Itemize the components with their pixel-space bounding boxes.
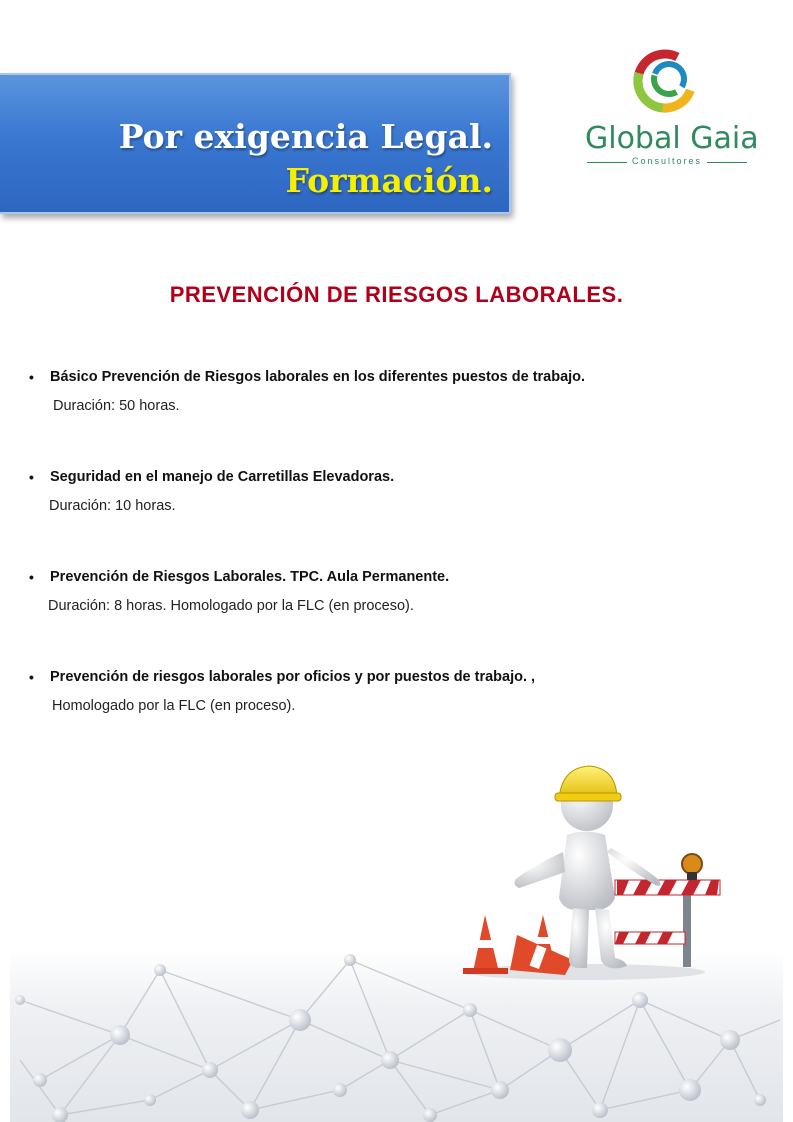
course-title-text: Prevención de Riesgos Laborales. TPC. Aula Permanente.	[50, 569, 450, 585]
course-detail: Duración: 10 horas.	[49, 498, 176, 514]
logo-rings-icon	[629, 45, 701, 117]
logo-divider-left	[587, 162, 627, 163]
logo-brand-text: Global Gaia	[585, 121, 759, 156]
section-heading: PREVENCIÓN DE RIESGOS LABORALES.	[169, 282, 624, 307]
bullet-icon: •	[29, 369, 34, 385]
course-item-3	[29, 569, 769, 614]
course-title-text: Prevención de riesgos laborales por oficios y por puestos de trabajo. ,	[50, 669, 536, 685]
course-item-4	[29, 669, 769, 714]
global-gaia-logo	[583, 45, 759, 175]
course-title-text: Básico Prevención de Riesgos laborales en los diferentes puestos de trabajo.	[50, 369, 586, 385]
course-detail: Duración: 8 horas. Homologado por la FLC (en proceso).	[48, 598, 414, 614]
banner-title-line1: Por exigencia Legal.	[118, 117, 493, 156]
banner-title-line2: Formación.	[285, 161, 493, 200]
course-detail: Duración: 50 horas.	[53, 398, 180, 414]
logo-subtitle: Consultores	[631, 156, 703, 166]
course-title	[29, 669, 769, 685]
course-title	[29, 569, 769, 585]
course-item-2	[29, 469, 769, 514]
logo-divider-right	[707, 162, 747, 163]
course-title	[29, 469, 769, 485]
course-detail: Homologado por la FLC (en proceso).	[52, 698, 296, 714]
course-title	[29, 369, 769, 385]
bullet-icon: •	[29, 469, 34, 485]
course-title-text: Seguridad en el manejo de Carretillas Elevadoras.	[50, 469, 395, 485]
course-item-1	[29, 369, 769, 414]
bullet-icon: •	[29, 569, 34, 585]
header-banner	[0, 73, 511, 214]
logo-subtitle-row	[587, 156, 747, 168]
construction-worker-illustration	[455, 760, 725, 985]
bullet-icon: •	[29, 669, 34, 685]
